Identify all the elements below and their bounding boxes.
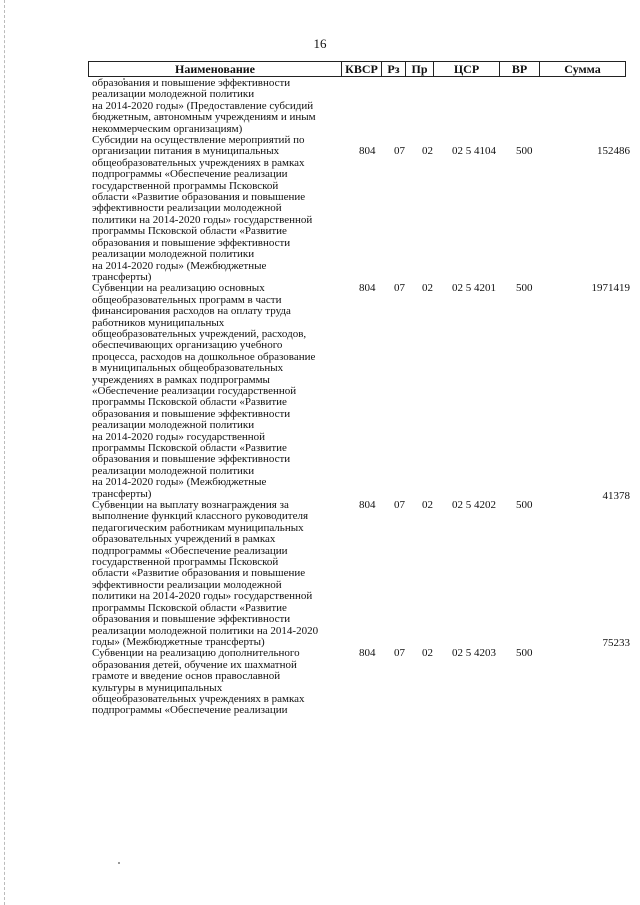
row-rz: 07	[394, 145, 405, 157]
row-kvsr: 804	[359, 647, 376, 660]
table-header	[88, 61, 626, 77]
row-rz: 07	[394, 647, 405, 660]
row-vr: 500	[516, 647, 533, 660]
header-vr: ВР	[500, 62, 540, 76]
row-csr: 02 5 4203	[452, 647, 496, 660]
scan-margin-line	[4, 0, 6, 905]
row-kvsr: 804	[359, 282, 376, 295]
row-sum: 152486	[597, 145, 630, 157]
budget-table	[92, 78, 632, 717]
header-kvsr: КВСР	[342, 62, 382, 76]
row-csr: 02 5 4201	[452, 282, 496, 295]
row-vr: 500	[516, 145, 533, 157]
row-csr: 02 5 4104	[452, 145, 496, 157]
scan-speck	[118, 862, 120, 864]
row-vr: 500	[516, 499, 533, 512]
row-pr: 02	[422, 499, 433, 512]
row-pr: 02	[422, 282, 433, 295]
row-rz: 07	[394, 499, 405, 512]
row-pr: 02	[422, 145, 433, 157]
row-rz: 07	[394, 282, 405, 295]
row-sum: 41378	[602, 490, 630, 503]
header-rz: Рз	[382, 62, 406, 76]
row-pr: 02	[422, 647, 433, 660]
row-kvsr: 804	[359, 499, 376, 512]
row-sum: 75233	[602, 637, 630, 650]
table-row	[92, 490, 632, 648]
table-row	[92, 78, 632, 283]
header-name: Наименование	[89, 62, 342, 76]
row-vr: 500	[516, 282, 533, 295]
header-sum: Сумма	[564, 62, 601, 76]
header-csr: ЦСР	[434, 62, 500, 76]
table-row	[92, 282, 632, 503]
row-name: Субвенции на реализацию основных общеобразовательных программ в части финансирования расходов на оплату труда работников муниципальных общеобразовательных учреждений, расходов, обеспечивающих организацию учебного процесса, расходов на дошкольное образование в муниципальных общеобразовательных учреждениях в рамках подпрограммы «Обеспечение реализации государственной программы Псковской области «Развитие образования и повышение эффективности реализации молодежной политики на 2014-2020 годы» государственной программы Псковской области «Развитие образования и повышение эффективности реализации молодежной политики на 2014-2020 годы» (Межбюджетные трансферты)	[92, 282, 316, 500]
row-kvsr: 804	[359, 145, 376, 157]
header-pr: Пр	[406, 62, 434, 76]
row-sum: 1971419	[591, 282, 630, 295]
row-csr: 02 5 4202	[452, 499, 496, 512]
page-number: 16	[313, 36, 327, 51]
row-name: Субвенции на выплату вознаграждения за выполнение функций классного руководителя педагогическим работникам муниципальных образовательных учреждений в рамках подпрограммы «Обеспечение реализации государственной программы Псковской области «Развитие образования и повышение эффективности реализации молодежной политики на 2014-2020 годы» государственной программы Псковской области «Развитие образования и повышение эффективности реализации молодежной политики на 2014-2020 годы» (Межбюджетные трансферты)	[92, 499, 319, 648]
table-row	[92, 637, 632, 717]
row-name: образования и повышение эффективности реализации молодежной политики на 2014-2020 годы» (Предоставление субсидий бюджетным, автономным учреждениям и иным некоммерческим организациям) Субсидии на осуществление мероприятий по организации питания в муниципальных общеобразовательных учреждениях в рамках подпрограммы «Обеспечение реализации государственной программы Псковской области «Развитие образования и повышение эффективности реализации молодежной политики на 2014-2020 годы» государственной программы Псковской области «Развитие образования и повышение эффективности реализации молодежной политики на 2014-2020 годы» (Межбюджетные трансферты)	[92, 77, 316, 283]
row-name: Субвенции на реализацию дополнительного образования детей, обучение их шахматной грамоте и введение основ православной культуры в муниципальных общеобразовательных учреждениях в рамках подпрограммы «Обеспечение реализации	[92, 647, 305, 717]
